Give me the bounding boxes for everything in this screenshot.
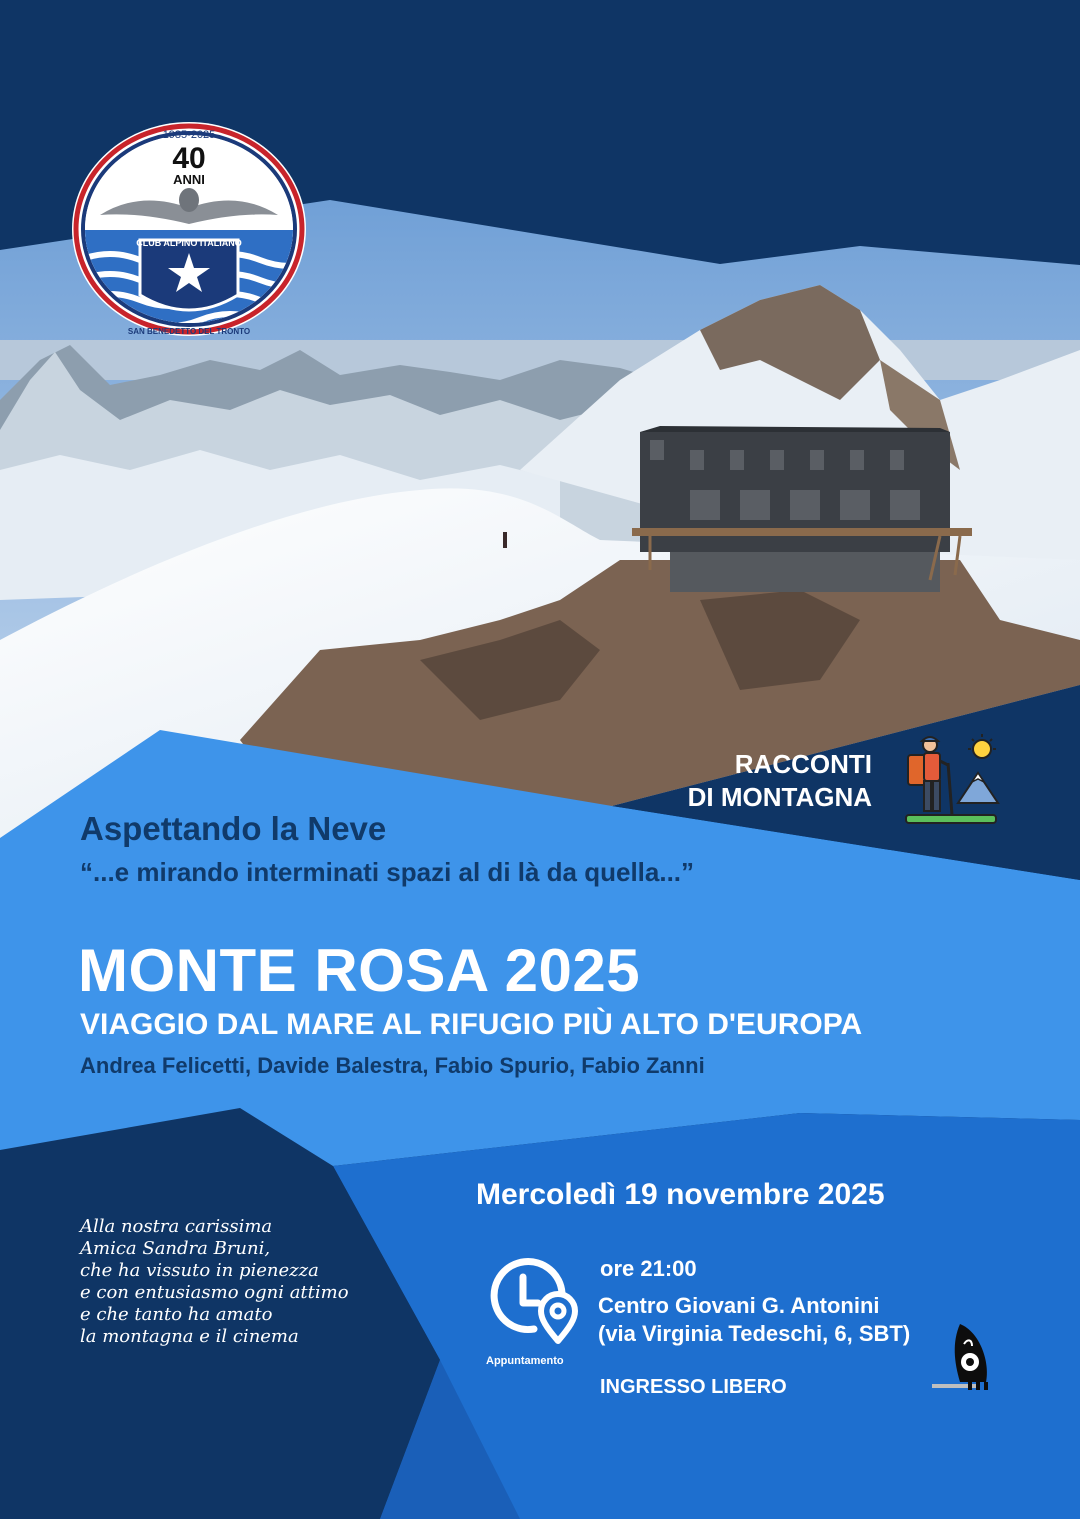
event-time: ore 21:00 — [600, 1256, 697, 1281]
event-date: Mercoledì 19 novembre 2025 — [476, 1178, 885, 1211]
event-authors: Andrea Felicetti, Davide Balestra, Fabio Spurio, Fabio Zanni — [80, 1053, 705, 1078]
event-tagline: VIAGGIO DAL MARE AL RIFUGIO PIÙ ALTO D'EUROPA — [80, 1008, 863, 1041]
event-venue — [598, 1292, 910, 1348]
logo-anniversary-word: ANNI — [173, 172, 205, 187]
racconti-badge — [640, 748, 872, 814]
logo-section: SAN BENEDETTO DEL TRONTO — [127, 327, 251, 336]
cai-logo — [70, 120, 308, 338]
event-title: MONTE ROSA 2025 — [78, 937, 641, 1004]
appointment-label: Appuntamento — [486, 1355, 564, 1367]
racconti-line1: RACCONTI — [734, 749, 872, 779]
cinema-logo-icon — [930, 1322, 1000, 1394]
entry-note: INGRESSO LIBERO — [600, 1376, 787, 1398]
venue-address: (via Virginia Tedeschi, 6, SBT) — [598, 1321, 911, 1346]
logo-years: 1985-2025 — [162, 129, 216, 141]
event-quote: “...e mirando interminati spazi al di là da quella...” — [80, 857, 695, 887]
hiker-icon — [900, 733, 1000, 828]
logo-arc-text: CLUB ALPINO ITALIANO — [136, 238, 242, 248]
refuge-hut — [632, 426, 972, 592]
event-subtitle: Aspettando la Neve — [80, 810, 387, 847]
dedication-text: Alla nostra carissima Amica Sandra Bruni, che ha vissuto in pienezza e con entusiasmo ogni attimo e che tanto ha amato la montagna e il cinema — [80, 1216, 349, 1347]
clock-pin-icon — [486, 1255, 582, 1351]
racconti-line2: DI MONTAGNA — [687, 782, 872, 812]
logo-anniversary-number: 40 — [172, 142, 206, 175]
venue-name: Centro Giovani G. Antonini — [598, 1293, 880, 1318]
